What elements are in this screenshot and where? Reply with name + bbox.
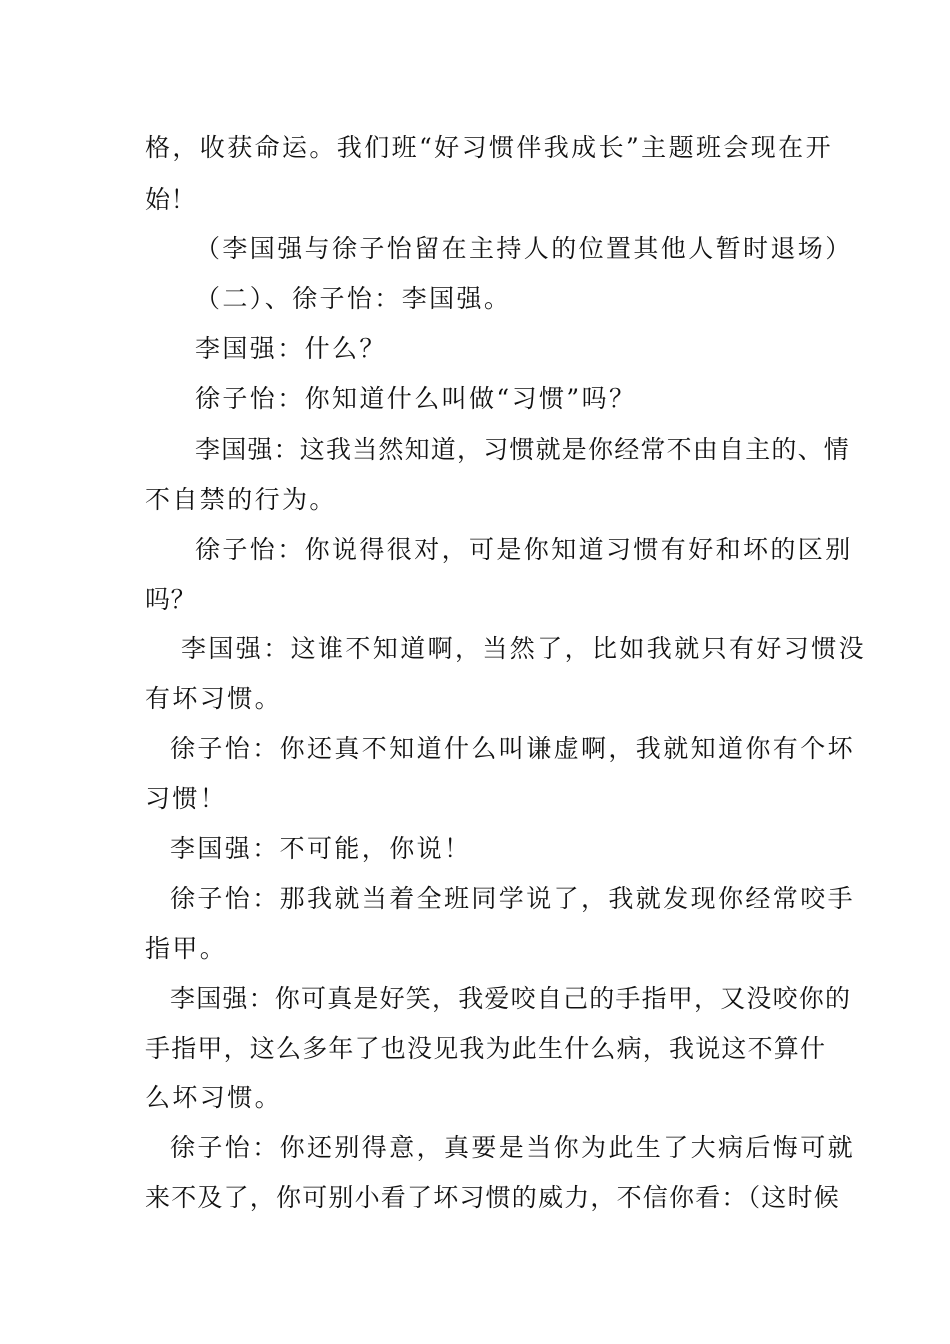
text-line: （二）、徐子怡：李国强。 [195, 284, 512, 313]
text-line: 格，收获命运。我们班“好习惯伴我成长”主题班会现在开 [145, 133, 833, 162]
text-line: 吗？ [145, 585, 197, 614]
text-line: 李国强：这谁不知道啊，当然了，比如我就只有好习惯没 [181, 634, 867, 663]
text-line: 不自禁的行为。 [145, 485, 337, 514]
text-line: 李国强：这我当然知道，习惯就是你经常不由自主的、情 [195, 435, 851, 464]
text-line: 徐子怡：你知道什么叫做“习惯”吗？ [195, 384, 637, 413]
text-line: 来不及了，你可别小看了坏习惯的威力，不信你看：（这时候 [145, 1183, 840, 1212]
text-line: 徐子怡：你还别得意，真要是当你为此生了大病后悔可就 [170, 1133, 856, 1162]
text-line: 手指甲，这么多年了也没见我为此生什么病，我说这不算什 [145, 1034, 827, 1063]
text-line: 李国强：什么？ [195, 334, 387, 363]
text-line: 习惯！ [145, 784, 228, 813]
text-line: 指甲。 [145, 934, 228, 963]
text-line: 始！ [145, 185, 197, 214]
text-line: 徐子怡：你说得很对，可是你知道习惯有好和坏的区别 [195, 535, 853, 564]
text-line: 有坏习惯。 [145, 684, 283, 713]
text-line: 李国强：你可真是好笑，我爱咬自己的手指甲，又没咬你的 [170, 984, 852, 1013]
text-line: 李国强：不可能，你说！ [170, 834, 472, 863]
text-line: 徐子怡：那我就当着全班同学说了，我就发现你经常咬手 [170, 884, 856, 913]
text-line: 么坏习惯。 [145, 1083, 283, 1112]
text-line: （李国强与徐子怡留在主持人的位置其他人暂时退场） [195, 234, 853, 263]
text-line: 徐子怡：你还真不知道什么叫谦虚啊，我就知道你有个坏 [170, 734, 856, 763]
